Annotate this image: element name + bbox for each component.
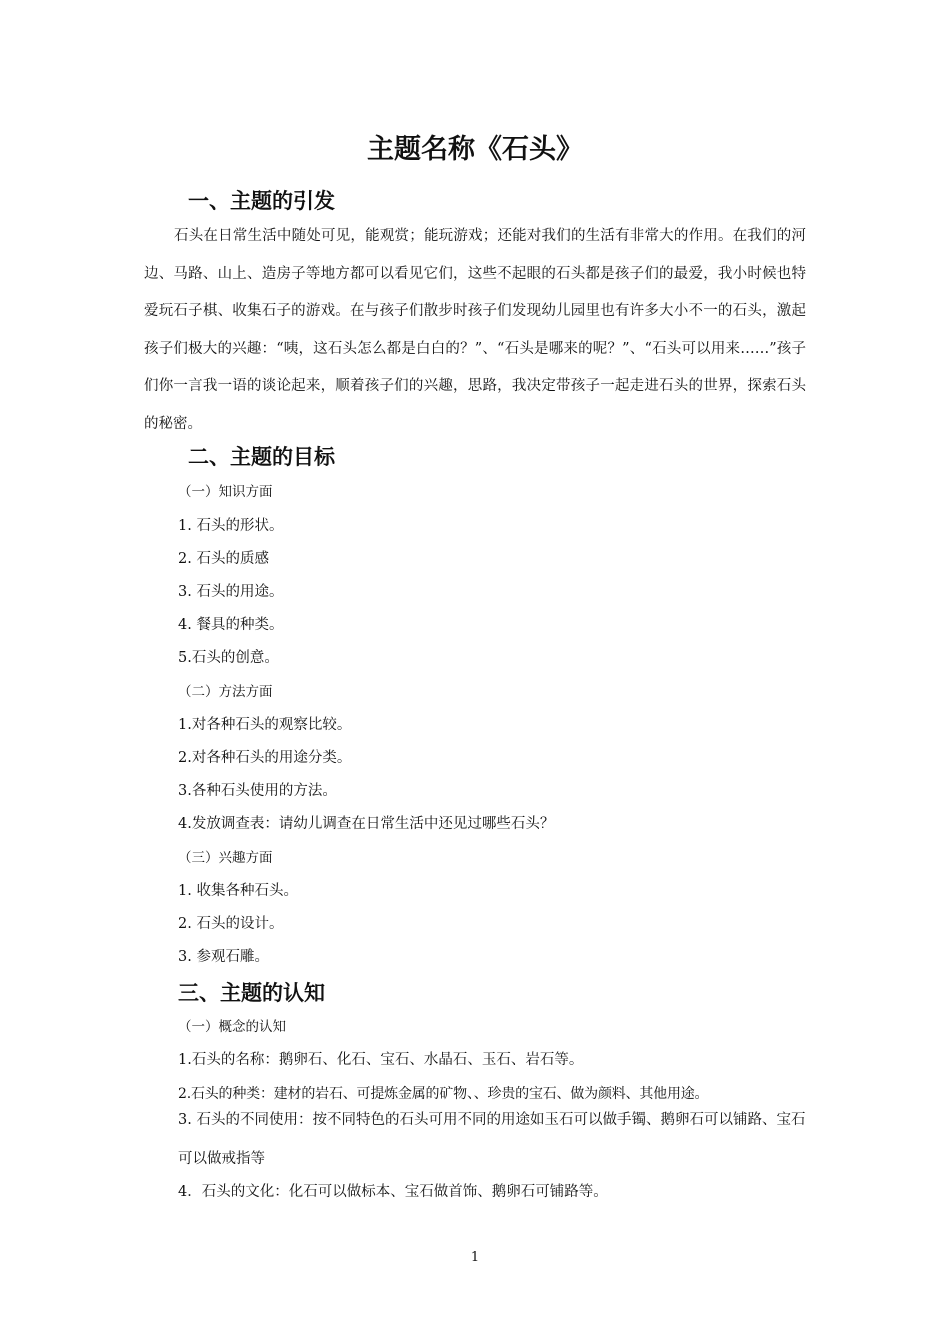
subsection-concept: （一）概念的认知 xyxy=(178,1019,286,1035)
page-title: 主题名称《石头》 xyxy=(367,134,583,165)
list-item: 1. 石头的形状。 xyxy=(178,518,284,534)
list-item: 3. 石头的用途。 xyxy=(178,584,284,600)
list-item: 4.发放调查表：请幼儿调查在日常生活中还见过哪些石头？ xyxy=(178,816,555,832)
subsection-knowledge: （一）知识方面 xyxy=(178,484,273,500)
list-item: 3. 石头的不同使用：按不同特色的石头可用不同的用途如玉石可以做手镯、鹅卵石可以铺路、宝石可以做戒指等 xyxy=(178,1112,806,1167)
subsection-method: （二）方法方面 xyxy=(178,684,273,700)
list-item: 4．石头的文化：化石可以做标本、宝石做首饰、鹅卵石可铺路等。 xyxy=(178,1184,608,1200)
list-item: 2. 石头的质感 xyxy=(178,551,269,567)
list-item: 2. 石头的设计。 xyxy=(178,916,284,932)
subsection-interest: （三）兴趣方面 xyxy=(178,850,273,866)
section-heading-intro: 一、主题的引发 xyxy=(188,189,335,213)
list-item: 4. 餐具的种类。 xyxy=(178,617,284,633)
list-item: 5.石头的创意。 xyxy=(178,650,279,666)
list-item: 3.各种石头使用的方法。 xyxy=(178,783,337,799)
list-item: 3. 参观石雕。 xyxy=(178,949,269,965)
list-item: 2.对各种石头的用途分类。 xyxy=(178,750,352,766)
page-number: 1 xyxy=(470,1250,480,1265)
intro-paragraph: 石头在日常生活中随处可见，能观赏；能玩游戏；还能对我们的生活有非常大的作用。在我们的河边、马路、山上、造房子等地方都可以看见它们，这些不起眼的石头都是孩子们的最爱，我小时候也特爱玩石子棋、收集石子的游戏。在与孩子们散步时孩子们发现幼儿园里也有许多大小不一的石头，激起孩子们极大的兴趣：“咦，这石头怎么都是白白的？”、“石头是哪来的呢？”、“石头可以用来……”孩子们你一言我一语的谈论起来，顺着孩子们的兴趣，思路，我决定带孩子一起走进石头的世界，探索石头的秘密。 xyxy=(144,228,806,432)
list-item: 2.石头的种类：建材的岩石、可提炼金属的矿物、、珍贵的宝石、做为颜料、其他用途。 xyxy=(178,1086,709,1102)
section-heading-cognition: 三、主题的认知 xyxy=(178,981,325,1005)
list-item: 1. 收集各种石头。 xyxy=(178,883,298,899)
section-heading-goals: 二、主题的目标 xyxy=(188,445,335,469)
list-item: 1.石头的名称：鹅卵石、化石、宝石、水晶石、玉石、岩石等。 xyxy=(178,1052,584,1068)
list-item: 1.对各种石头的观察比较。 xyxy=(178,717,352,733)
